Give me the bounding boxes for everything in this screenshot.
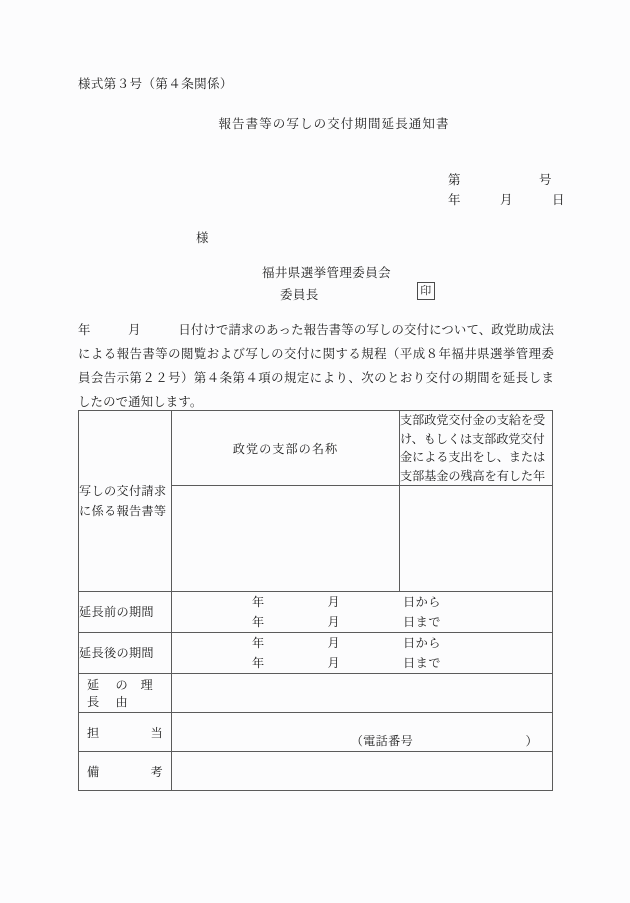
issuer-role: 委員長 — [280, 288, 319, 302]
seal-stamp-icon: 印 — [417, 282, 435, 300]
column-header-subsidy-year: 支部政党交付金の支給を受け、もしくは支部政党交付金による支出をし、または支部基金の残高を有した年 — [400, 411, 553, 486]
row-label-reason-b: の 理 由 — [115, 678, 166, 709]
table-row-documents-header — [79, 411, 553, 486]
issuer-organization: 福井県選挙管理委員会 — [262, 266, 392, 280]
issuer-role-row — [262, 284, 432, 306]
table-row-remarks — [79, 752, 553, 791]
row-label-remarks-a: 備 — [87, 764, 100, 779]
table-row-period-after — [79, 633, 553, 674]
row-label-reason — [79, 674, 172, 713]
body-paragraph — [78, 318, 554, 414]
row-label-period-before: 延長前の期間 — [79, 592, 172, 633]
table-row-period-before — [79, 592, 553, 633]
input-period-after[interactable] — [172, 633, 553, 674]
row-label-reason-a: 延 長 — [87, 678, 112, 709]
row-label-contact — [79, 713, 172, 752]
input-reason[interactable] — [172, 674, 553, 713]
row-label-contact-b: 当 — [150, 725, 163, 740]
period-after-from: 年 月 日から — [252, 636, 441, 650]
form-number: 様式第３号（第４条関係） — [78, 77, 233, 91]
body-lead-date: 年 月 日 — [78, 323, 191, 337]
row-label-remarks — [79, 752, 172, 791]
table-row-reason — [79, 674, 553, 713]
input-contact[interactable] — [172, 713, 553, 752]
reference-number-line: 第 号 — [448, 173, 553, 187]
period-before-to: 年 月 日まで — [252, 615, 441, 629]
input-remarks[interactable] — [172, 752, 553, 791]
issuer-block — [262, 262, 432, 306]
body-text: 付けで請求のあった報告書等の写しの交付について、政党助成法による報告書等の閲覧および写しの交付に関する規程（平成８年福井県選挙管理委員会告示第２２号）第４条第４項の規定により、次のとおり交付の期間を延長しましたので通知します。 — [78, 323, 554, 409]
addressee-suffix: 様 — [196, 231, 209, 245]
column-header-branch-name: 政党の支部の名称 — [172, 411, 400, 486]
row-label-period-after: 延長後の期間 — [79, 633, 172, 674]
contact-phone-label: （電話番号 ） — [350, 733, 538, 748]
row-label-request-documents: 写しの交付請求に係る報告書等 — [79, 411, 172, 592]
input-subsidy-year[interactable] — [400, 486, 553, 592]
page-title: 報告書等の写しの交付期間延長通知書 — [218, 117, 450, 131]
period-after-to: 年 月 日まで — [252, 656, 441, 670]
notification-table — [78, 410, 553, 791]
row-label-contact-a: 担 — [87, 725, 100, 740]
reference-date-line: 年 月 日 — [448, 193, 566, 207]
table-row-contact — [79, 713, 553, 752]
input-period-before[interactable] — [172, 592, 553, 633]
reference-block — [448, 170, 565, 210]
period-before-from: 年 月 日から — [252, 595, 441, 609]
row-label-remarks-b: 考 — [150, 764, 163, 779]
input-branch-name[interactable] — [172, 486, 400, 592]
